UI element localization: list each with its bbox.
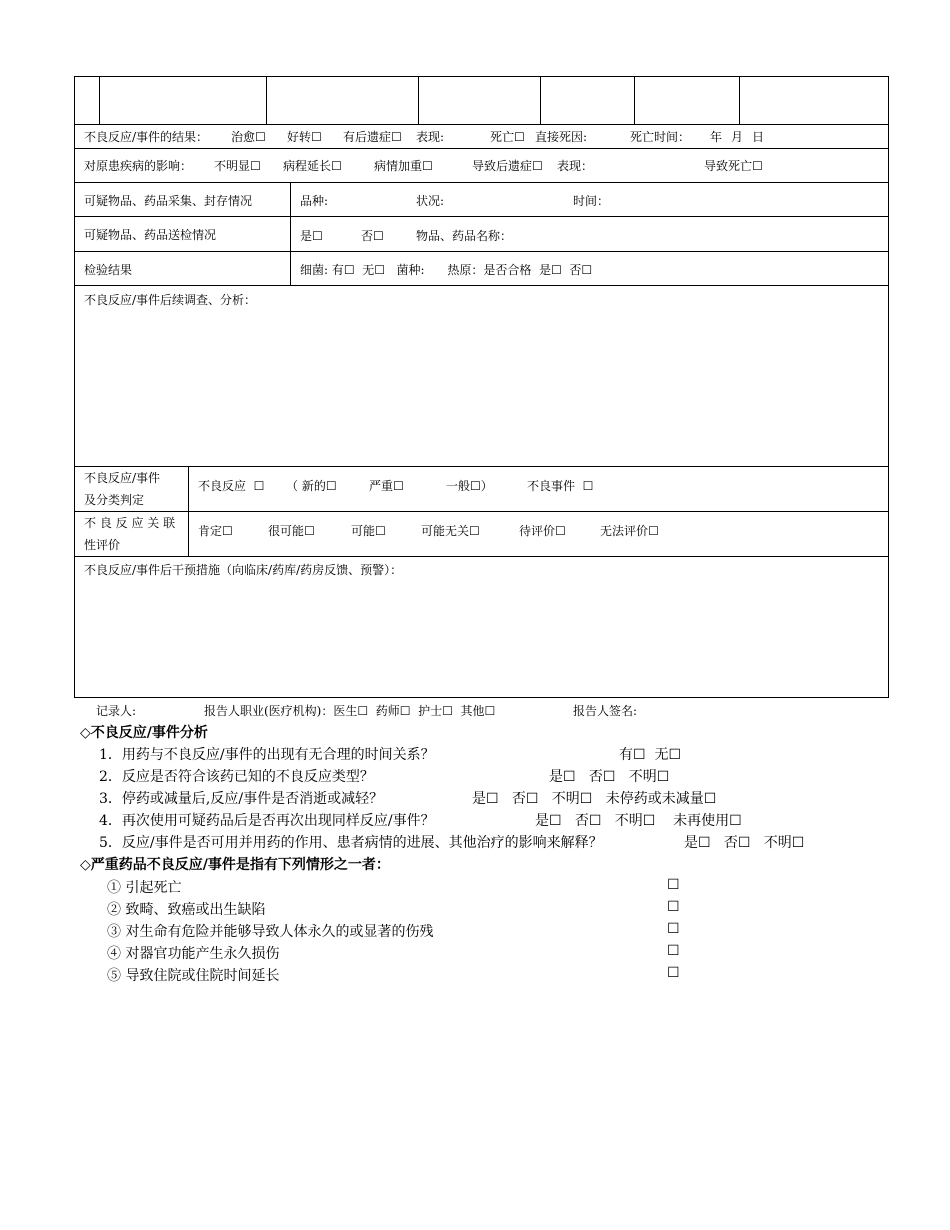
row-divider <box>74 285 889 286</box>
inspect-name-label: 物品、药品名称： <box>416 229 513 243</box>
reporter-occupation[interactable]: 报告人职业(医疗机构)：医生☐ 药师☐ 护士☐ 其他☐ <box>204 704 496 718</box>
analysis-item-3-options[interactable]: 是☐ 否☐ 不明☐ 未停药或未减量☐ <box>472 791 717 807</box>
row-divider <box>74 511 889 512</box>
result-cured-checkbox[interactable]: 治愈☐ <box>231 130 266 144</box>
impact-unclear-checkbox[interactable]: 不明显☐ <box>214 159 261 173</box>
collect-status-label: 状况: <box>416 194 445 208</box>
inspect-no-checkbox[interactable]: 否☐ <box>361 229 384 243</box>
serious-item-3-text: ③ 对生命有危险并能够导致人体永久的或显著的伤残 <box>107 924 434 940</box>
result-day-label: 日 <box>752 130 765 144</box>
result-manifest-label: 表现: <box>416 130 445 144</box>
serious-item-5-checkbox[interactable]: ☐ <box>667 965 680 981</box>
impact-sequela-checkbox[interactable]: 导致后遗症☐ <box>472 159 543 173</box>
serious-item-5-text: ⑤ 导致住院或住院时间延长 <box>107 968 280 984</box>
result-death-checkbox[interactable]: 死亡☐ <box>490 130 525 144</box>
analysis-item-1-text: 1．用药与不良反应/事件的出现有无合理的时间关系？ <box>99 747 435 763</box>
classify-event-checkbox[interactable]: 不良事件 ☐ <box>527 479 594 493</box>
analysis-item-4-options[interactable]: 是☐ 否☐ 不明☐ 未再使用☐ <box>535 813 742 829</box>
impact-worsened-checkbox[interactable]: 病情加重☐ <box>374 159 433 173</box>
serious-item-1-checkbox[interactable]: ☐ <box>667 877 680 893</box>
row-divider <box>74 466 889 467</box>
collect-time-label: 时间： <box>573 194 610 208</box>
serious-item-1-text: ① 引起死亡 <box>107 880 182 896</box>
result-month-label: 月 <box>731 130 744 144</box>
serious-item-2-checkbox[interactable]: ☐ <box>667 899 680 915</box>
reporter-signature-label: 报告人签名: <box>573 704 638 718</box>
impact-label: 对原患疾病的影响： <box>84 159 193 173</box>
cell-divider <box>290 182 291 285</box>
result-year-label: 年 <box>710 130 723 144</box>
classify-adr-checkbox[interactable]: 不良反应 ☐ <box>198 479 265 493</box>
cell-divider <box>418 76 419 124</box>
intervention-label: 不良反应/事件后干预措施（向临床/药库/药房反馈、预警）： <box>84 563 403 577</box>
result-improved-checkbox[interactable]: 好转☐ <box>287 130 322 144</box>
cell-divider <box>266 76 267 124</box>
analysis-item-2-options[interactable]: 是☐ 否☐ 不明☐ <box>549 769 670 785</box>
cell-divider <box>739 76 740 124</box>
cell-divider <box>188 466 189 556</box>
analysis-item-5-text: 5．反应/事件是否可用并用药的作用、患者病情的进展、其他治疗的影响来解释？ <box>99 835 603 851</box>
collect-label: 可疑物品、药品采集、封存情况 <box>84 194 253 208</box>
relevance-definite-checkbox[interactable]: 肯定☐ <box>198 524 233 538</box>
investigation-label: 不良反应/事件后续调查、分析： <box>84 293 257 307</box>
result-label: 不良反应/事件的结果： <box>84 130 209 144</box>
analysis-item-4-text: 4．再次使用可疑药品后是否再次出现同样反应/事件？ <box>99 813 435 829</box>
row-divider <box>74 216 889 217</box>
relevance-label-line1: 不 良 反 应 关 联 <box>84 516 176 530</box>
recorder-label: 记录人: <box>96 704 137 718</box>
result-direct-cause-label: 直接死因: <box>535 130 588 144</box>
inspect-yes-checkbox[interactable]: 是☐ <box>300 229 323 243</box>
serious-item-3-checkbox[interactable]: ☐ <box>667 921 680 937</box>
cell-divider <box>540 76 541 124</box>
classify-label-line1: 不良反应/事件 <box>84 471 161 485</box>
row-divider <box>74 148 889 149</box>
cell-divider <box>99 76 100 124</box>
impact-prolonged-checkbox[interactable]: 病程延长☐ <box>283 159 342 173</box>
relevance-probable-checkbox[interactable]: 很可能☐ <box>268 524 315 538</box>
impact-manifest-label: 表现： <box>557 159 594 173</box>
relevance-unassessable-checkbox[interactable]: 无法评价☐ <box>600 524 659 538</box>
collect-variety-label: 品种: <box>300 194 329 208</box>
result-death-time-label: 死亡时间： <box>630 130 691 144</box>
serious-item-4-text: ④ 对器官功能产生永久损伤 <box>107 946 280 962</box>
row-divider <box>74 124 889 125</box>
analysis-item-2-text: 2．反应是否符合该药已知的不良反应类型？ <box>99 769 374 785</box>
analysis-item-1-options[interactable]: 有☐ 无☐ <box>619 747 682 763</box>
classify-general-checkbox[interactable]: 一般☐） <box>446 479 493 493</box>
analysis-item-5-options[interactable]: 是☐ 否☐ 不明☐ <box>684 835 805 851</box>
analysis-item-3-text: 3．停药或减量后,反应/事件是否消逝或减轻？ <box>99 791 384 807</box>
relevance-possible-checkbox[interactable]: 可能☐ <box>351 524 386 538</box>
result-sequela-checkbox[interactable]: 有后遗症☐ <box>343 130 402 144</box>
serious-item-4-checkbox[interactable]: ☐ <box>667 943 680 959</box>
cell-divider <box>634 76 635 124</box>
classify-new-checkbox[interactable]: （ 新的☐ <box>286 479 337 493</box>
serious-heading: ◇严重药品不良反应/事件是指有下列情形之一者： <box>80 857 390 873</box>
classify-label-line2: 及分类判定 <box>84 493 145 507</box>
inspect-label: 可疑物品、药品送检情况 <box>84 228 217 242</box>
test-result-content: 细菌: 有☐ 无☐ 菌种: 热原：是否合格 是☐ 否☐ <box>300 263 593 277</box>
analysis-heading: ◇不良反应/事件分析 <box>80 725 208 741</box>
test-result-label: 检验结果 <box>84 263 133 277</box>
row-divider <box>74 182 889 183</box>
row-divider <box>74 556 889 557</box>
row-divider <box>74 251 889 252</box>
relevance-unlikely-checkbox[interactable]: 可能无关☐ <box>421 524 480 538</box>
impact-death-checkbox[interactable]: 导致死亡☐ <box>704 159 763 173</box>
serious-item-2-text: ② 致畸、致癌或出生缺陷 <box>107 902 266 918</box>
relevance-label-line2: 性评价 <box>84 538 121 552</box>
relevance-pending-checkbox[interactable]: 待评价☐ <box>519 524 566 538</box>
classify-serious-checkbox[interactable]: 严重☐ <box>369 479 404 493</box>
